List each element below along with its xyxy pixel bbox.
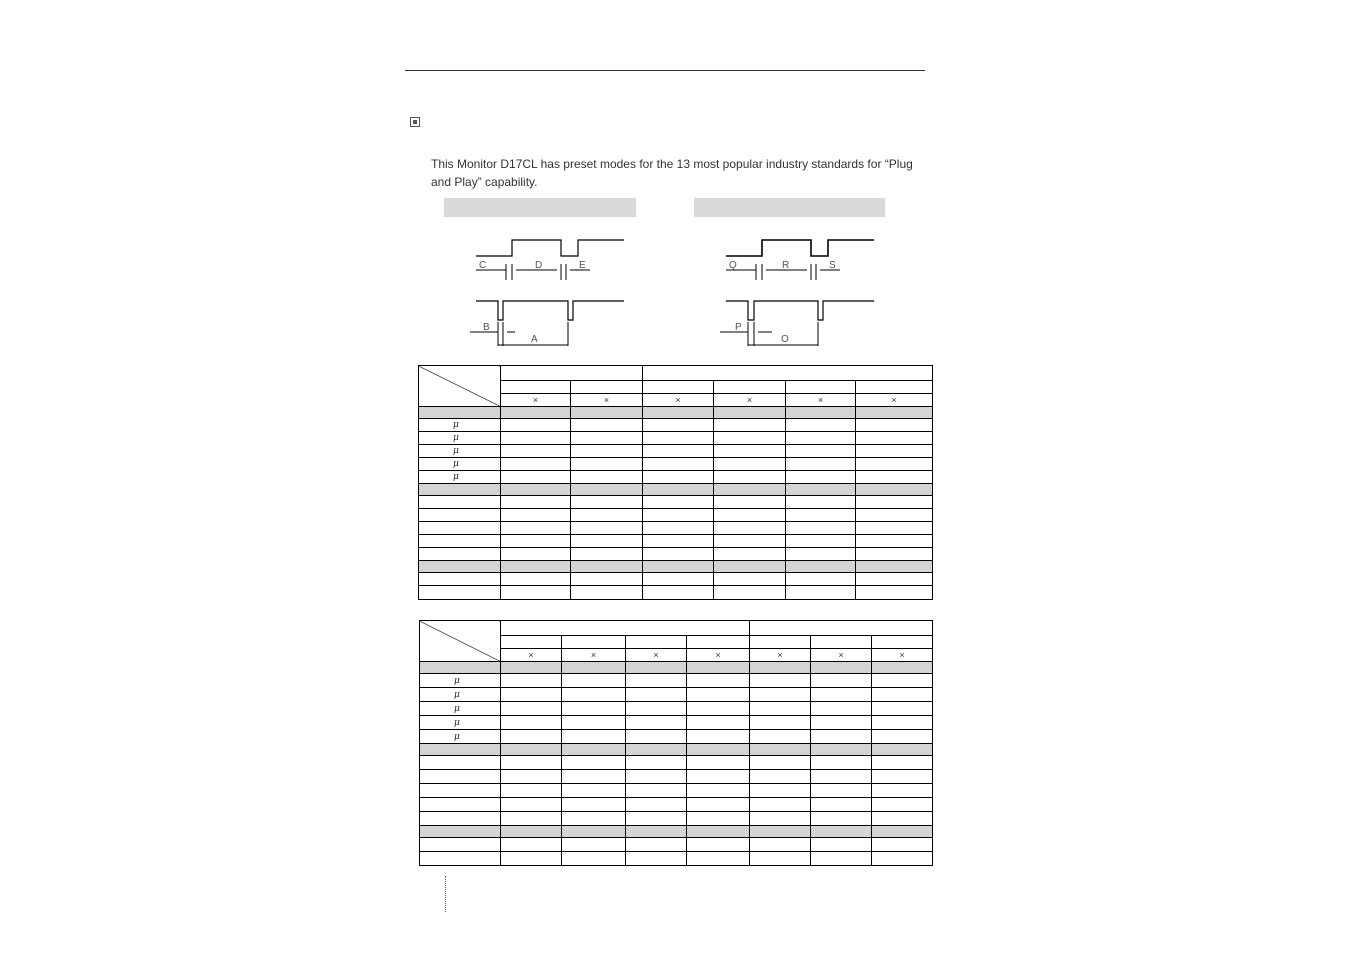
table-row — [420, 770, 933, 784]
table-row — [419, 496, 933, 509]
resolution-times-symbol: × — [811, 649, 872, 662]
footnote-dotted-line — [445, 876, 446, 912]
table-row — [419, 471, 933, 484]
table2-mode-header — [872, 636, 933, 649]
table-row — [419, 535, 933, 548]
table-row — [420, 702, 933, 716]
label-r: R — [782, 260, 790, 271]
table-row — [420, 688, 933, 702]
resolution-times-symbol: × — [501, 394, 571, 407]
table1-mode-header — [501, 381, 571, 394]
resolution-times-symbol: × — [714, 394, 786, 407]
table-row — [419, 432, 933, 445]
table1-group-header — [643, 366, 933, 381]
horizontal-timing-diagram — [470, 240, 624, 346]
table-row — [419, 407, 933, 419]
mu-unit: μ — [420, 702, 501, 716]
mu-unit: μ — [419, 458, 501, 471]
resolution-times-symbol: × — [856, 394, 933, 407]
table1-mode-header — [856, 381, 933, 394]
table-row — [420, 674, 933, 688]
table-row — [419, 522, 933, 535]
table-row — [420, 852, 933, 866]
table-row — [419, 419, 933, 432]
table1-mode-header — [714, 381, 786, 394]
table-row — [420, 662, 933, 674]
table1-mode-header — [786, 381, 856, 394]
resolution-times-symbol: × — [562, 649, 626, 662]
resolution-times-symbol: × — [643, 394, 714, 407]
table2-mode-header — [626, 636, 687, 649]
resolution-times-symbol: × — [571, 394, 643, 407]
table2-mode-header — [501, 636, 562, 649]
table-row — [419, 548, 933, 561]
resolution-times-symbol: × — [626, 649, 687, 662]
label-e: E — [579, 260, 586, 271]
resolution-times-symbol: × — [687, 649, 750, 662]
table-row — [420, 784, 933, 798]
timing-table-1 — [418, 365, 933, 600]
resolution-times-symbol: × — [872, 649, 933, 662]
table1-corner-cell — [419, 366, 501, 407]
table2-mode-header — [811, 636, 872, 649]
table-row — [420, 826, 933, 838]
label-b: B — [483, 322, 490, 333]
resolution-times-symbol: × — [750, 649, 811, 662]
table-row — [419, 561, 933, 573]
mu-unit: μ — [419, 432, 501, 445]
table-row — [419, 484, 933, 496]
table-row — [420, 716, 933, 730]
table-row — [420, 730, 933, 744]
table1-mode-header — [571, 381, 643, 394]
mu-unit: μ — [420, 688, 501, 702]
resolution-times-symbol: × — [786, 394, 856, 407]
vertical-timing-diagram — [720, 240, 874, 346]
table2-mode-header — [687, 636, 750, 649]
table2-group-header — [501, 621, 750, 636]
intro-paragraph: This Monitor D17CL has preset modes for the 13 most popular industry standards for “Plug and Play” capability. — [431, 157, 913, 189]
mu-unit: μ — [420, 730, 501, 744]
table2-group-header — [750, 621, 933, 636]
mu-unit: μ — [419, 471, 501, 484]
table1-group-header — [501, 366, 643, 381]
label-s: S — [829, 260, 836, 271]
mu-unit: μ — [419, 419, 501, 432]
label-q: Q — [729, 260, 737, 271]
table-row — [420, 744, 933, 756]
resolution-times-symbol: × — [501, 649, 562, 662]
table1-mode-header — [643, 381, 714, 394]
table2-corner-cell — [420, 621, 501, 662]
label-a: A — [531, 334, 538, 345]
table2-mode-header — [562, 636, 626, 649]
label-o: O — [781, 334, 789, 345]
label-c: C — [479, 260, 487, 271]
table-row — [419, 573, 933, 586]
table-row — [420, 812, 933, 826]
table-row — [420, 798, 933, 812]
table-row — [419, 586, 933, 600]
label-p: P — [735, 322, 742, 333]
table-row — [419, 458, 933, 471]
table-row — [419, 509, 933, 522]
mu-unit: μ — [420, 716, 501, 730]
mu-unit: μ — [420, 674, 501, 688]
table-row — [420, 838, 933, 852]
table-row — [420, 756, 933, 770]
label-d: D — [535, 260, 543, 271]
mu-unit: μ — [419, 445, 501, 458]
table-row — [419, 445, 933, 458]
timing-table-2 — [419, 620, 933, 866]
table2-mode-header — [750, 636, 811, 649]
